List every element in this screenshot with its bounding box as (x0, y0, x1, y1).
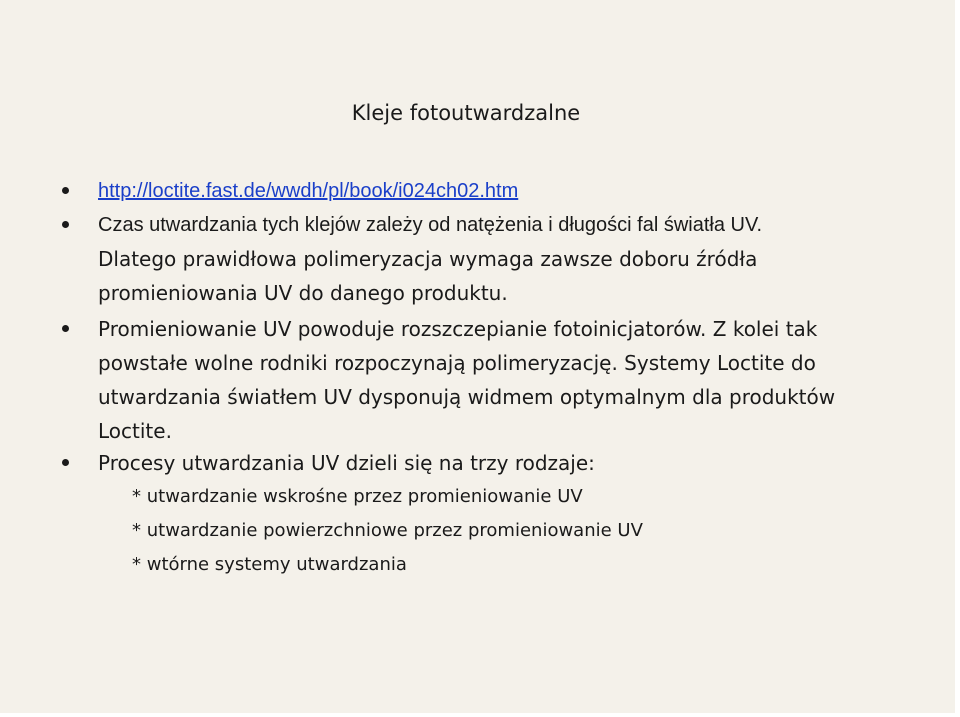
bullet-link (98, 174, 908, 208)
bullet-dot-icon (62, 221, 69, 228)
sub-item-surface-curing: * utwardzanie powierzchniowe przez promieniowanie UV (132, 520, 643, 541)
bullet-text-line: Czas utwardzania tych klejów zależy od natężenia i długości fal światła UV. (98, 214, 763, 236)
bullet-dot-icon (62, 325, 69, 332)
bullet-text-line: powstałe wolne rodniki rozpoczynają polimeryzację. Systemy Loctite do (98, 351, 816, 375)
sub-item-through-curing: * utwardzanie wskrośne przez promieniowanie UV (132, 486, 583, 507)
sub-item-secondary-systems: * wtórne systemy utwardzania (132, 554, 407, 575)
bullet-text-line: Procesy utwardzania UV dzieli się na trzy rodzaje: (98, 451, 595, 475)
bullet-dot-icon (62, 459, 69, 466)
slide-title: Kleje fotoutwardzalne (351, 101, 581, 125)
bullet-text-line: promieniowania UV do danego produktu. (98, 281, 508, 305)
bullet-curing-time (98, 208, 908, 310)
loctite-link[interactable]: http://loctite.fast.de/wwdh/pl/book/i024ch02.htm (98, 180, 519, 202)
bullet-text-line: Loctite. (98, 419, 172, 443)
bullet-uv-radiation (98, 312, 908, 448)
bullet-text-line: utwardzania światłem UV dysponują widmem optymalnym dla produktów (98, 385, 836, 409)
bullet-text-line: Dlatego prawidłowa polimeryzacja wymaga zawsze doboru źródła (98, 247, 758, 271)
bullet-dot-icon (62, 187, 69, 194)
bullet-process-types (98, 446, 908, 480)
bullet-text-line: Promieniowanie UV powoduje rozszczepianie fotoinicjatorów. Z kolei tak (98, 317, 818, 341)
